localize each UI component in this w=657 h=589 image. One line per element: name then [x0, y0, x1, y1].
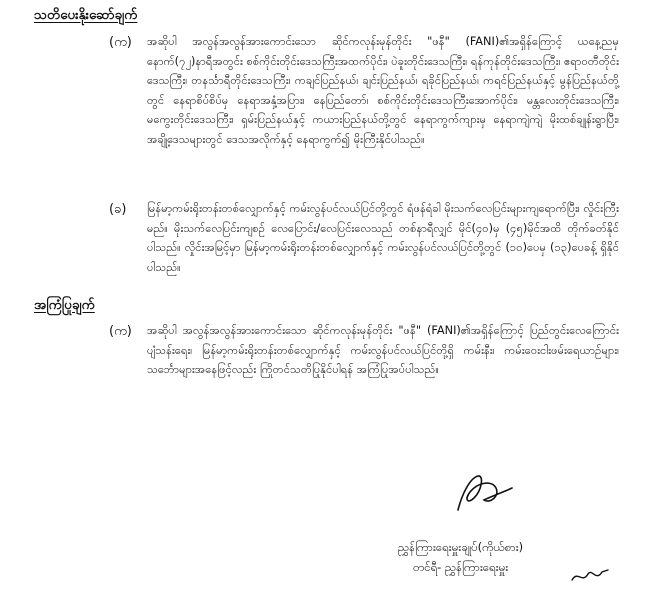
section-heading-advice: အကြံပြုချက်: [34, 297, 95, 313]
item-number: (က): [109, 324, 132, 339]
advice-paragraph: အဆိုပါ အလွန်အလွန်အားကောင်းသော ဆိုင်ကလုန်းမုန်တိုင်း "ဖနီ" (FANI)၏အရှိန်ကြောင့် ပြည်တွင်းလေကြောင်းပျံသန်းရေး၊ မြန်မာ့ကမ်းရိုးတန်းတစ်လျှောက်နှင့် ကမ်းလွန်ပင်လယ်ပြင်တို့ရှိ ကမ်းနီး၊ ကမ်းဝေးငါးဖမ်းရေယာဉ်များ၊ သင်္ဘောများအနေဖြင့်လည်း ကြိုတင်သတိပြုနိုင်ပါရန် အကြံပြုအပ်ပါသည်။: [147, 324, 619, 376]
section-heading-warning: သတိပေးနိုးဆော်ချက်: [34, 7, 138, 23]
initials-mark: [570, 566, 610, 586]
signatory-name: တင်ရီ- ညွှန်ကြားရေးမှူး: [413, 560, 509, 574]
warning-paragraph-coast: မြန်မာ့ကမ်းရိုးတန်းတစ်လျှောက်နှင့် ကမ်းလွန်ပင်လယ်ပြင်တို့တွင် ရံဖန်ရံခါ မိုးသက်လေပြင်းများကျရောက်ပြီး၊ လှိုင်းကြီးမည်။ မိုးသက်လေပြင်းကျစဉ် လေပြောင်း/လေပြင်းလေသည် တစ်နာရီလျှင် မိုင်(၄၀)မှ (၄၅)မိုင်အထိ တိုက်ခတ်နိုင်ပါသည်။ လှိုင်းအမြင့်မှာ မြန်မာ့ကမ်းရိုးတန်းတစ်လျှောက်နှင့် ကမ်းလွန်ပင်လယ်ပြင်တို့တွင် (၁၀)ပေမှ (၁၃)ပေခန့် ရှိနိုင်ပါသည်။: [147, 202, 619, 274]
item-number: (ခ): [109, 202, 127, 217]
signatory-title: ညွှန်ကြားရေးမှူးချုပ်(ကိုယ်စား): [398, 540, 524, 554]
item-number: (က): [109, 35, 132, 50]
handwritten-signature: [448, 470, 518, 515]
warning-paragraph-rain: အဆိုပါ အလွန်အလွန်အားကောင်းသော ဆိုင်ကလုန်းမုန်တိုင်း "ဖနီ" (FANI)၏အရှိန်ကြောင့် ယနေ့ညမှ နောက်(၇၂)နာရီအတွင်း စစ်ကိုင်းတိုင်းဒေသကြီးအထက်ပိုင်း၊ ပဲခူးတိုင်းဒေသကြီး၊ ရန်ကုန်တိုင်းဒေသကြီး၊ ဧရာဝတီတိုင်းဒေသကြီး၊ တနင်္သာရီတိုင်းဒေသကြီး၊ ကချင်ပြည်နယ်၊ ချင်းပြည်နယ်၊ ရခိုင်ပြည်နယ်၊ ကရင်ပြည်နယ်နှင့် မွန်ပြည်နယ်တို့တွင် နေရာစိပ်စိပ်မှ နေရာအနှံ့အပြား၊ နေပြည်တော်၊ စစ်ကိုင်းတိုင်းဒေသကြီးအောက်ပိုင်း၊ မန္တလေးတိုင်းဒေသကြီး၊ မကွေးတိုင်းဒေသကြီး၊ ရှမ်းပြည်နယ်နှင့် ကယားပြည်နယ်တို့တွင် နေရာကွက်ကျားမှ နေရာကျဲကျဲ မိုးထစ်ချုန်းရွာပြီး၊ အချို့ဒေသများတွင် ဒေသအလိုက်နှင့် နေရာကွက်၍ မိုးကြီးနိုင်ပါသည်။: [147, 35, 619, 146]
